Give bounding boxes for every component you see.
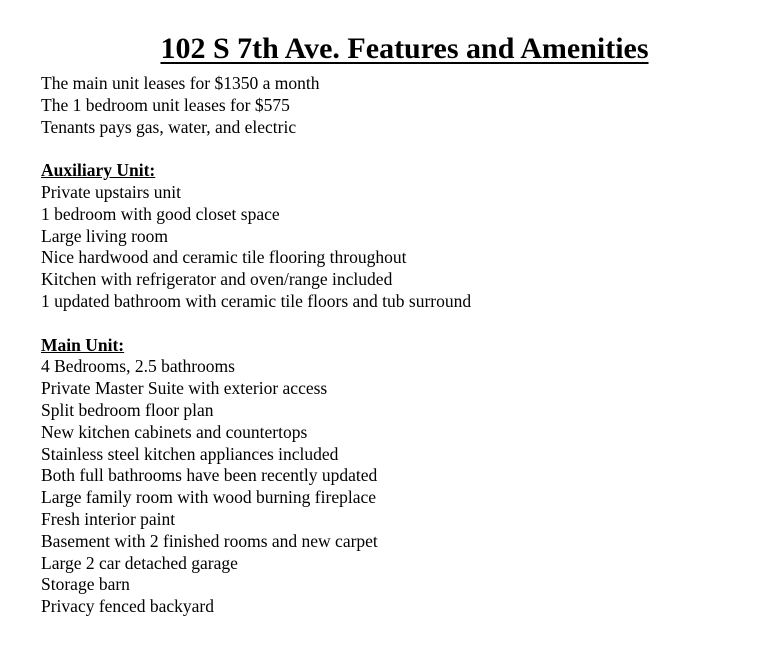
list-item: Large living room: [41, 225, 169, 246]
list-item: Large 2 car detached garage: [41, 552, 238, 573]
list-item: 4 Bedrooms, 2.5 bathrooms: [41, 356, 235, 377]
document-body: [41, 73, 471, 618]
list-item: Large family room with wood burning fireplace: [41, 487, 376, 508]
list-item: Both full bathrooms have been recently updated: [41, 465, 378, 486]
list-item: Basement with 2 finished rooms and new carpet: [41, 530, 378, 551]
list-item: Privacy fenced backyard: [41, 596, 214, 617]
list-item: Storage barn: [41, 574, 130, 595]
list-item: Nice hardwood and ceramic tile flooring throughout: [41, 247, 407, 268]
main-unit-heading: Main Unit:: [41, 334, 125, 355]
spacer: [41, 313, 471, 335]
lease-bedroom-unit: The 1 bedroom unit leases for $575: [41, 94, 290, 115]
intro-section: [41, 73, 471, 138]
list-item: Private Master Suite with exterior access: [41, 378, 328, 399]
list-item: Fresh interior paint: [41, 508, 176, 529]
spacer: [41, 138, 471, 160]
main-unit-section: [41, 335, 471, 618]
auxiliary-unit-heading: Auxiliary Unit:: [41, 160, 156, 181]
list-item: New kitchen cabinets and countertops: [41, 421, 308, 442]
auxiliary-unit-section: [41, 160, 471, 313]
list-item: Private upstairs unit: [41, 181, 181, 202]
list-item: Split bedroom floor plan: [41, 399, 214, 420]
page-title: 102 S 7th Ave. Features and Amenities: [160, 32, 649, 65]
list-item: Kitchen with refrigerator and oven/range included: [41, 269, 393, 290]
lease-main-unit: The main unit leases for $1350 a month: [41, 73, 320, 93]
list-item: 1 updated bathroom with ceramic tile floors and tub surround: [41, 290, 472, 311]
tenant-utilities: Tenants pays gas, water, and electric: [41, 116, 297, 137]
list-item: Stainless steel kitchen appliances included: [41, 443, 339, 464]
list-item: 1 bedroom with good closet space: [41, 203, 280, 224]
